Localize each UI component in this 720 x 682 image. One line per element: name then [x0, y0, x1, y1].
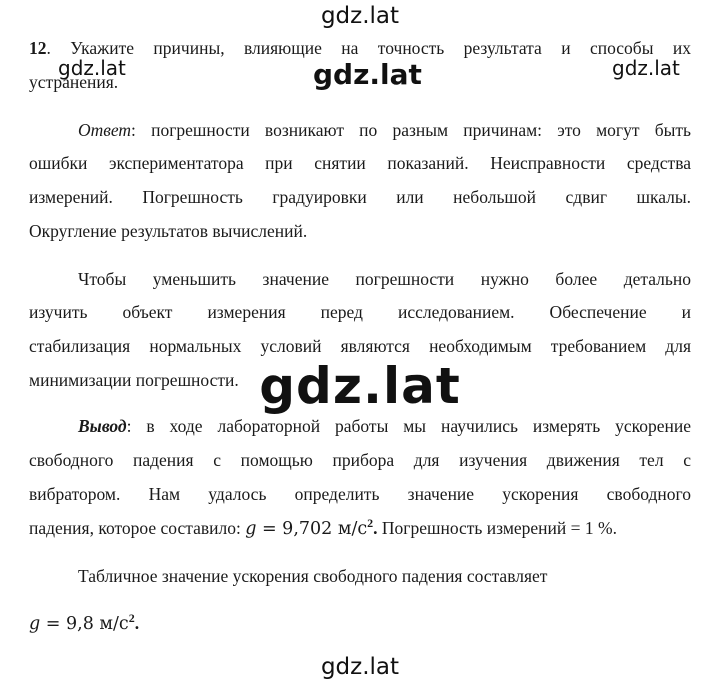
answer-line-2: ошибки экспериментатора при снятии показаний. Неисправности средства — [29, 153, 691, 173]
formula-g-measured-sup: 2 — [367, 516, 374, 530]
answer-label: Ответ — [78, 120, 132, 140]
table-value-line-1: Табличное значение ускорения свободного падения составляет — [78, 566, 548, 586]
conclusion-line4-text: падения, которое составило: — [29, 518, 246, 538]
question-number: 12 — [29, 38, 47, 58]
formula-g-measured-var: g — [245, 519, 257, 539]
watermark-big: gdz.lat — [259, 357, 461, 415]
formula-g-table-var: g — [29, 614, 41, 634]
answer-line-1 — [78, 119, 691, 141]
table-value-formula — [29, 612, 139, 635]
question-line-2: устранения. — [29, 72, 119, 92]
conclusion-line4-tail: Погрешность измерений = 1 %. — [377, 518, 617, 538]
conclusion-line-2: свободного падения с помощью прибора для изучения движения тел с — [29, 450, 691, 470]
conclusion-label: Вывод — [78, 416, 127, 436]
paragraph2-line-4: минимизации погрешности. — [29, 370, 239, 390]
conclusion-line-3: вибратором. Нам удалось определить значение ускорения свободного — [29, 484, 691, 504]
paragraph2-line-3: стабилизация нормальных условий являются необходимым требованием для — [29, 336, 691, 356]
answer-line-3: измерений. Погрешность градуировки или небольшой сдвиг шкалы. — [29, 187, 691, 207]
formula-g-measured-dot: . — [373, 518, 378, 538]
answer-text: : погрешности возникают по разным причинам: это могут быть — [131, 120, 691, 140]
conclusion-line-4 — [29, 517, 617, 540]
watermark-left: gdz.lat — [58, 56, 126, 80]
watermark-top: gdz.lat — [320, 3, 400, 29]
answer-line-4: Округление результатов вычислений. — [29, 221, 308, 241]
conclusion-line-1 — [78, 415, 691, 437]
watermark-bottom: gdz.lat — [320, 654, 400, 680]
formula-g-table-dot: . — [134, 613, 140, 633]
question-line-1 — [29, 37, 691, 59]
formula-g-measured-eq: = 9,702 м/с — [256, 519, 368, 539]
question-text: . Укажите причины, влияющие на точность результата и способы их — [46, 38, 691, 58]
formula-g-table-eq: = 9,8 м/с — [40, 614, 129, 634]
conclusion-text: : в ходе лабораторной работы мы научились измерять ускорение — [126, 416, 691, 436]
watermark-right: gdz.lat — [612, 56, 680, 80]
watermark-center: gdz.lat — [313, 58, 422, 91]
formula-g-table-sup: 2 — [128, 611, 135, 625]
paragraph2-line-1: Чтобы уменьшить значение погрешности нужно более детально — [78, 269, 691, 289]
paragraph2-line-2: изучить объект измерения перед исследованием. Обеспечение и — [29, 302, 691, 322]
